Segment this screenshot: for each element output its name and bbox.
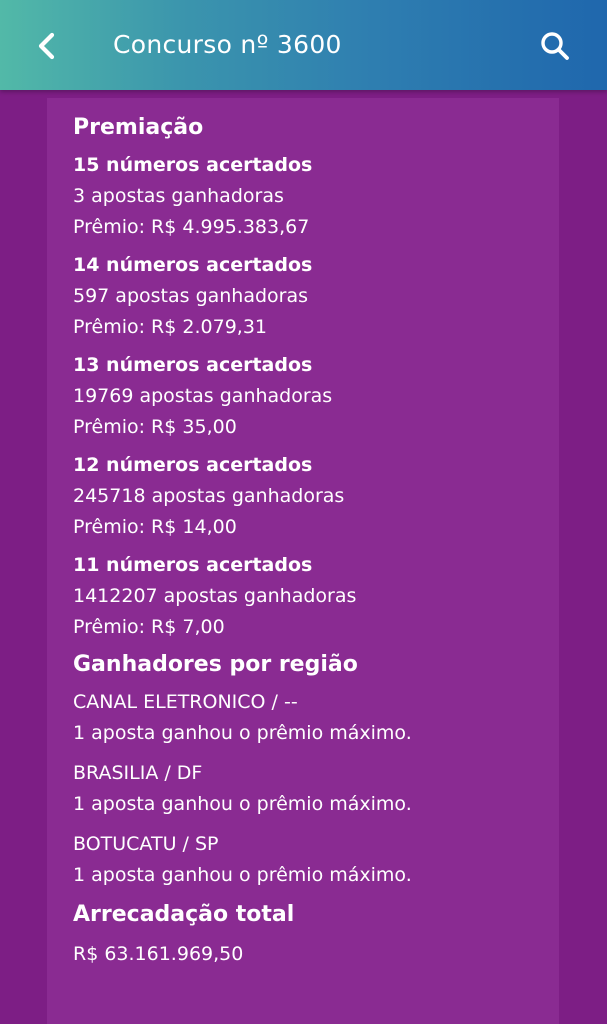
prize-amount: Prêmio: R$ 14,00 [73,516,237,538]
prizes-section-title: Premiação [73,115,204,140]
page-title: Concurso nº 3600 [113,30,342,59]
chevron-left-icon [34,31,58,61]
prize-amount: Prêmio: R$ 7,00 [73,616,225,638]
prize-winners: 597 apostas ganhadoras [73,285,309,307]
prize-amount: Prêmio: R$ 35,00 [73,416,237,438]
region-place: CANAL ELETRONICO / -- [73,691,298,713]
region-place: BRASILIA / DF [73,762,203,784]
prize-hits: 11 números acertados [73,554,313,576]
region-description: 1 aposta ganhou o prêmio máximo. [73,864,412,886]
prize-winners: 3 apostas ganhadoras [73,185,284,207]
prize-tier [73,250,553,343]
total-section-title: Arrecadação total [73,902,295,927]
prize-tier [73,150,553,243]
region-place: BOTUCATU / SP [73,833,219,855]
search-icon [539,30,571,62]
prize-winners: 1412207 apostas ganhadoras [73,585,357,607]
region-description: 1 aposta ganhou o prêmio máximo. [73,722,412,744]
region-item [73,758,553,820]
prize-amount: Prêmio: R$ 2.079,31 [73,316,267,338]
prize-tier [73,450,553,543]
back-button[interactable] [26,26,66,66]
results-content [73,112,553,970]
prize-hits: 14 números acertados [73,254,313,276]
prize-tier [73,350,553,443]
results-card [47,98,559,1024]
prize-winners: 19769 apostas ganhadoras [73,385,333,407]
region-item [73,829,553,891]
prize-hits: 12 números acertados [73,454,313,476]
region-item [73,687,553,749]
search-button[interactable] [533,26,577,66]
prize-winners: 245718 apostas ganhadoras [73,485,345,507]
prize-hits: 13 números acertados [73,354,313,376]
total-value: R$ 63.161.969,50 [73,943,244,965]
prize-hits: 15 números acertados [73,154,313,176]
region-description: 1 aposta ganhou o prêmio máximo. [73,793,412,815]
app-bar [0,0,607,90]
prize-tier [73,550,553,643]
prize-amount: Prêmio: R$ 4.995.383,67 [73,216,310,238]
regions-section-title: Ganhadores por região [73,652,358,677]
